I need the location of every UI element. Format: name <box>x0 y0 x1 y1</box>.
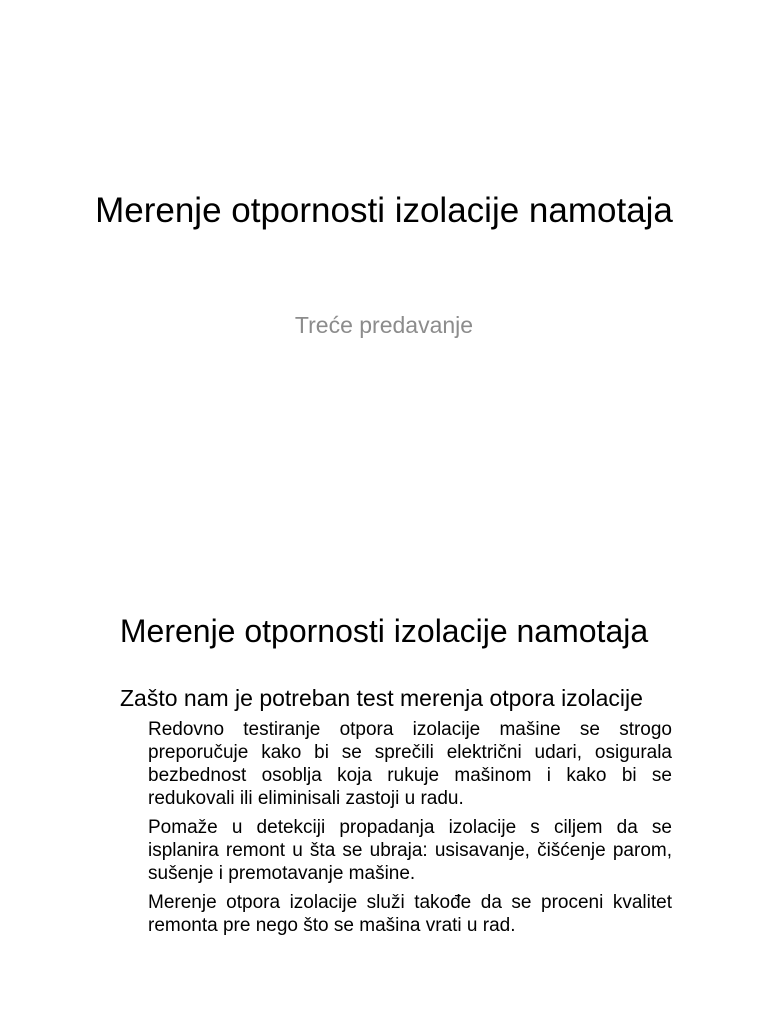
slide-subtitle: Treće predavanje <box>294 312 474 338</box>
slide-title: Merenje otpornosti izolacije namotaja <box>119 613 649 649</box>
bullet-point: Redovno testiranje otpora izolacije mašine se strogo preporučuje kako bi se sprečili električni udari, osigurala bezbednost osoblja koja rukuje mašinom i kako bi se redukovali ili eliminisali zastoji u radu. <box>148 719 672 809</box>
content-slide <box>0 512 768 1024</box>
bullet-point: Pomaže u detekciji propadanja izolacije s ciljem da se isplanira remont u šta se ubraja: usisavanje, čišćenje parom, sušenje i premotavanje mašine. <box>148 817 672 884</box>
slide-body <box>120 684 672 943</box>
slide-title: Merenje otpornosti izolacije namotaja <box>95 191 673 230</box>
bullet-point: Merenje otpora izolacije služi takođe da se proceni kvalitet remonta pre nego što se mašina vrati u rad. <box>148 892 672 936</box>
bullet-question: Zašto nam je potreban test merenja otpora izolacije <box>120 685 643 711</box>
